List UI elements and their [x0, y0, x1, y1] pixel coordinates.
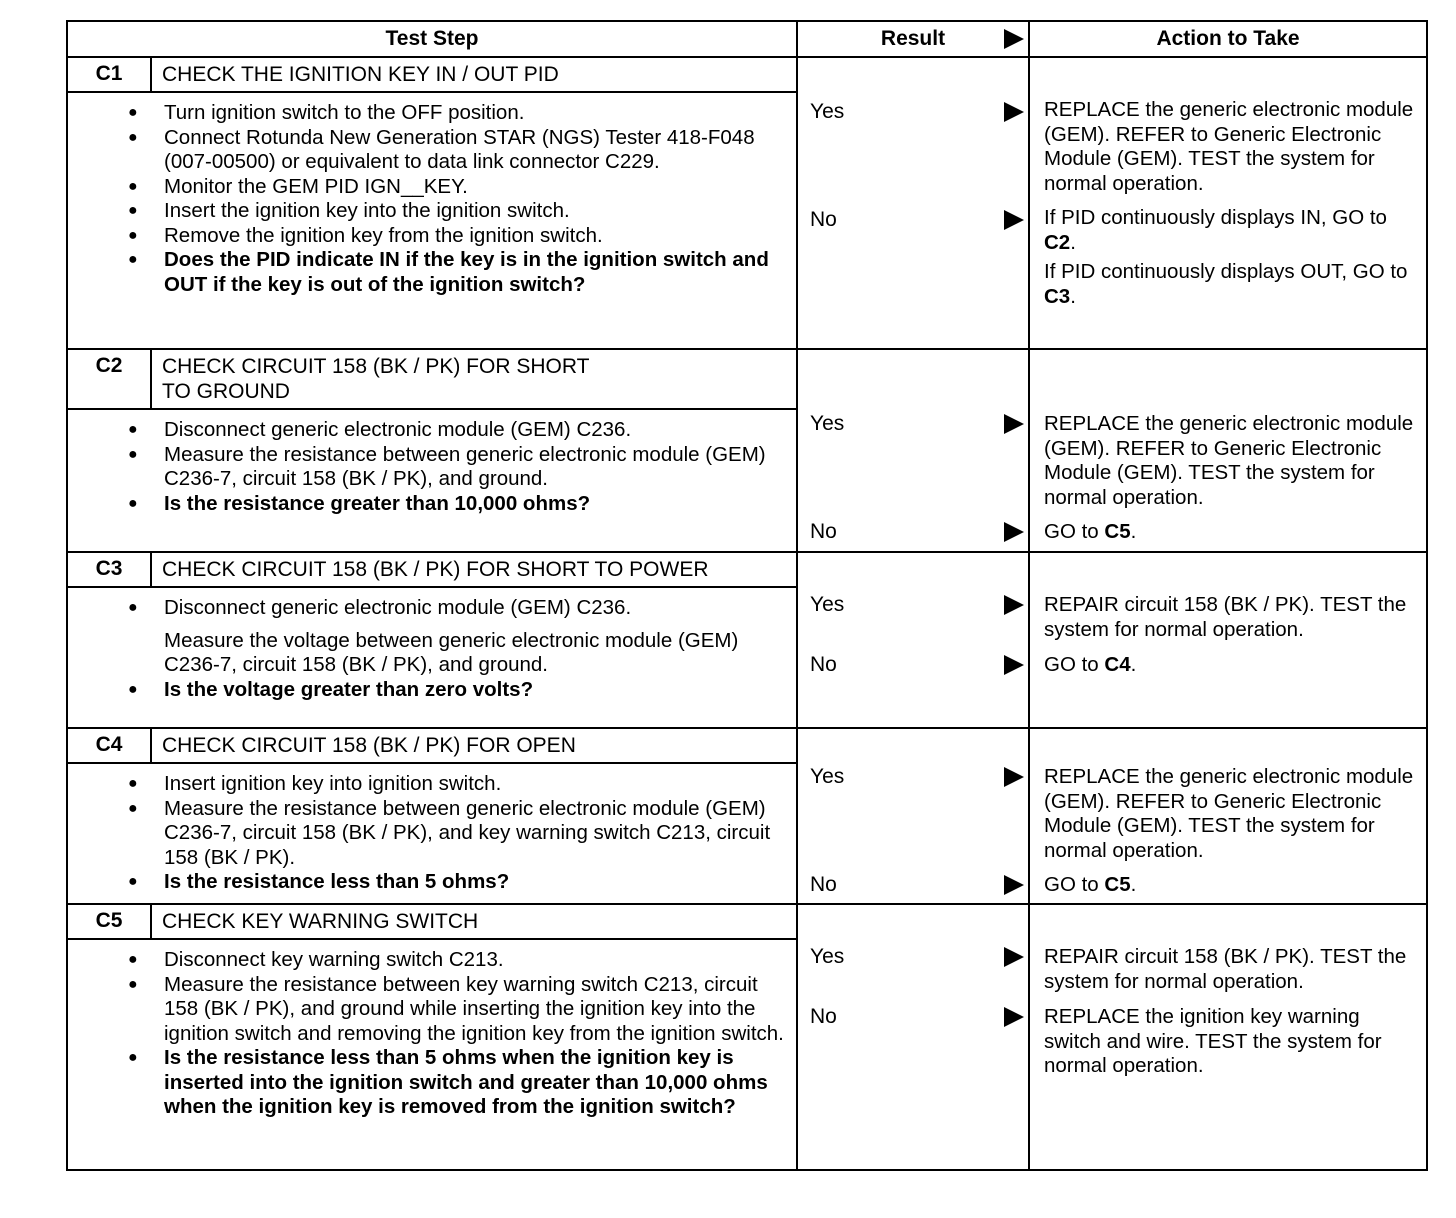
result-no-label: No — [810, 520, 837, 543]
step-row-c2 — [67, 349, 1427, 552]
result-yes — [810, 593, 1024, 617]
step-question: ● Does the PID indicate IN if the key is in the ignition switch and OUT if the key is out of the ignition switch? — [164, 248, 786, 297]
step-title-row — [68, 905, 796, 940]
step-row-c1 — [67, 57, 1427, 349]
right-arrow-icon — [1004, 655, 1024, 675]
table-header-row — [67, 21, 1427, 57]
no-action-text: GO to — [1044, 520, 1099, 543]
result-cell — [797, 349, 1029, 552]
result-no-label: No — [810, 873, 837, 896]
no-action-alt-text: If PID continuously displays OUT, GO to — [1044, 260, 1408, 283]
step-instructions — [68, 588, 796, 708]
result-no — [810, 1005, 1024, 1029]
no-action: GO to C4. — [1044, 653, 1137, 676]
pinpoint-test-table — [66, 20, 1428, 1171]
right-arrow-icon — [1004, 767, 1024, 787]
no-action-ref: C2 — [1044, 230, 1071, 254]
result-no-label: No — [810, 208, 837, 231]
step-title: CHECK CIRCUIT 158 (BK / PK) FOR SHORT TO GROUND — [162, 355, 590, 403]
step-question: ● Is the voltage greater than zero volts? — [164, 678, 786, 703]
step-row-c3 — [67, 552, 1427, 728]
step-cell — [67, 552, 797, 728]
step-id: C1 — [68, 58, 152, 91]
instruction-item: ● Insert ignition key into ignition switch. — [164, 772, 786, 797]
step-title-row — [68, 350, 796, 410]
no-action-alt-ref: C3 — [1044, 284, 1071, 308]
instruction-item: ● Connect Rotunda New Generation STAR (NGS) Tester 418-F048 (007-00500) or equivalent to data link connector C229. — [164, 126, 786, 175]
result-yes-label: Yes — [810, 945, 845, 968]
instruction-item: ● Remove the ignition key from the ignition switch. — [164, 224, 786, 249]
result-yes — [810, 412, 1024, 436]
no-action-text: If PID continuously displays IN, GO to — [1044, 206, 1387, 229]
result-header — [797, 21, 1029, 57]
no-action-ref: C5 — [1104, 520, 1131, 543]
instruction-item: ● Disconnect key warning switch C213. — [164, 948, 786, 973]
instruction-item: ● Measure the resistance between key warning switch C213, circuit 158 (BK / PK), and ground while inserting the ignition key into the ignition switch and removing the ignition key from the ignition switch. — [164, 973, 786, 1047]
diagnostic-table-page — [66, 20, 1426, 1171]
right-arrow-icon — [1004, 414, 1024, 434]
step-title-row — [68, 553, 796, 588]
result-yes-label: Yes — [810, 412, 845, 435]
yes-action: REPLACE the generic electronic module (GEM). REFER to Generic Electronic Module (GEM). TEST the system for normal operation. — [1044, 765, 1414, 862]
step-id: C3 — [68, 553, 152, 586]
result-no — [810, 653, 1024, 677]
result-yes — [810, 100, 1024, 124]
no-action: GO to C5. — [1044, 873, 1137, 896]
step-cell — [67, 728, 797, 904]
action-cell — [1029, 904, 1427, 1170]
right-arrow-icon — [1004, 210, 1024, 230]
result-header-label: Result — [880, 27, 946, 50]
action-cell — [1029, 728, 1427, 904]
result-yes-label: Yes — [810, 765, 845, 788]
no-action: If PID continuously displays IN, GO to C2. — [1044, 206, 1387, 254]
no-action-ref: C4 — [1104, 653, 1131, 676]
right-arrow-icon — [1004, 875, 1024, 895]
step-title: CHECK CIRCUIT 158 (BK / PK) FOR OPEN — [162, 734, 576, 757]
right-arrow-icon — [1004, 522, 1024, 542]
step-question: ● Is the resistance greater than 10,000 ohms? — [164, 492, 786, 517]
instruction-item: ● Disconnect generic electronic module (GEM) C236. — [164, 596, 786, 621]
instruction-item: ● Measure the resistance between generic electronic module (GEM) C236-7, circuit 158 (BK / PK), and ground. — [164, 443, 786, 492]
step-question: ● Is the resistance less than 5 ohms? — [164, 870, 786, 895]
result-no — [810, 520, 1024, 544]
action-cell — [1029, 349, 1427, 552]
yes-action: REPLACE the generic electronic module (GEM). REFER to Generic Electronic Module (GEM). TEST the system for normal operation. — [1044, 412, 1414, 509]
step-title-row — [68, 58, 796, 93]
result-no-label: No — [810, 1005, 837, 1028]
step-title: CHECK THE IGNITION KEY IN / OUT PID — [162, 63, 559, 86]
right-arrow-icon — [1004, 102, 1024, 122]
action-header: Action to Take — [1029, 21, 1427, 57]
result-cell — [797, 728, 1029, 904]
test-step-header: Test Step — [67, 21, 797, 57]
no-action-text: GO to — [1044, 653, 1099, 676]
no-action: GO to C5. — [1044, 520, 1137, 543]
instruction-item: ● Turn ignition switch to the OFF position. — [164, 101, 786, 126]
action-cell — [1029, 552, 1427, 728]
result-no — [810, 873, 1024, 897]
step-cell — [67, 57, 797, 349]
step-title: CHECK CIRCUIT 158 (BK / PK) FOR SHORT TO POWER — [162, 558, 709, 581]
right-arrow-icon — [1004, 29, 1024, 49]
step-cell — [67, 349, 797, 552]
step-instructions — [68, 93, 796, 303]
step-row-c4 — [67, 728, 1427, 904]
right-arrow-icon — [1004, 595, 1024, 615]
step-id: C5 — [68, 905, 152, 938]
result-no-label: No — [810, 653, 837, 676]
step-title: CHECK KEY WARNING SWITCH — [162, 910, 479, 933]
instruction-text: Measure the voltage between generic electronic module (GEM) C236-7, circuit 158 (BK / PK), and ground. — [164, 628, 739, 676]
step-cell — [67, 904, 797, 1170]
result-cell — [797, 552, 1029, 728]
step-row-c5 — [67, 904, 1427, 1170]
step-instructions — [68, 764, 796, 901]
result-no — [810, 208, 1024, 232]
step-question: ● Is the resistance less than 5 ohms when the ignition key is inserted into the ignition switch and greater than 10,000 ohms when the ignition key is removed from the ignition switch? — [164, 1046, 786, 1120]
instruction-item: ● Insert the ignition key into the ignition switch. — [164, 199, 786, 224]
no-action-ref: C5 — [1104, 873, 1131, 896]
no-action-text: GO to — [1044, 873, 1099, 896]
result-cell — [797, 57, 1029, 349]
step-id: C4 — [68, 729, 152, 762]
step-instructions — [68, 940, 796, 1126]
result-yes-label: Yes — [810, 100, 845, 123]
result-yes-label: Yes — [810, 593, 845, 616]
no-action: REPLACE the ignition key warning switch and wire. TEST the system for normal operation. — [1044, 1005, 1382, 1077]
instruction-item: ● Disconnect generic electronic module (GEM) C236. — [164, 418, 786, 443]
result-yes — [810, 945, 1024, 969]
yes-action: REPLACE the generic electronic module (GEM). REFER to Generic Electronic Module (GEM). TEST the system for normal operation. — [1044, 98, 1414, 195]
yes-action: REPAIR circuit 158 (BK / PK). TEST the system for normal operation. — [1044, 593, 1407, 641]
no-action-alt: If PID continuously displays OUT, GO to C3. — [1044, 260, 1408, 308]
result-cell — [797, 904, 1029, 1170]
instruction-item: ● Monitor the GEM PID IGN__KEY. — [164, 175, 786, 200]
right-arrow-icon — [1004, 947, 1024, 967]
step-title-row — [68, 729, 796, 764]
instruction-item: ● Measure the resistance between generic electronic module (GEM) C236-7, circuit 158 (BK / PK), and key warning switch C213, circuit 158 (BK / PK). — [164, 797, 786, 871]
result-yes — [810, 765, 1024, 789]
action-cell — [1029, 57, 1427, 349]
yes-action: REPAIR circuit 158 (BK / PK). TEST the system for normal operation. — [1044, 945, 1407, 993]
step-id: C2 — [68, 350, 152, 408]
right-arrow-icon — [1004, 1007, 1024, 1027]
step-instructions — [68, 410, 796, 522]
